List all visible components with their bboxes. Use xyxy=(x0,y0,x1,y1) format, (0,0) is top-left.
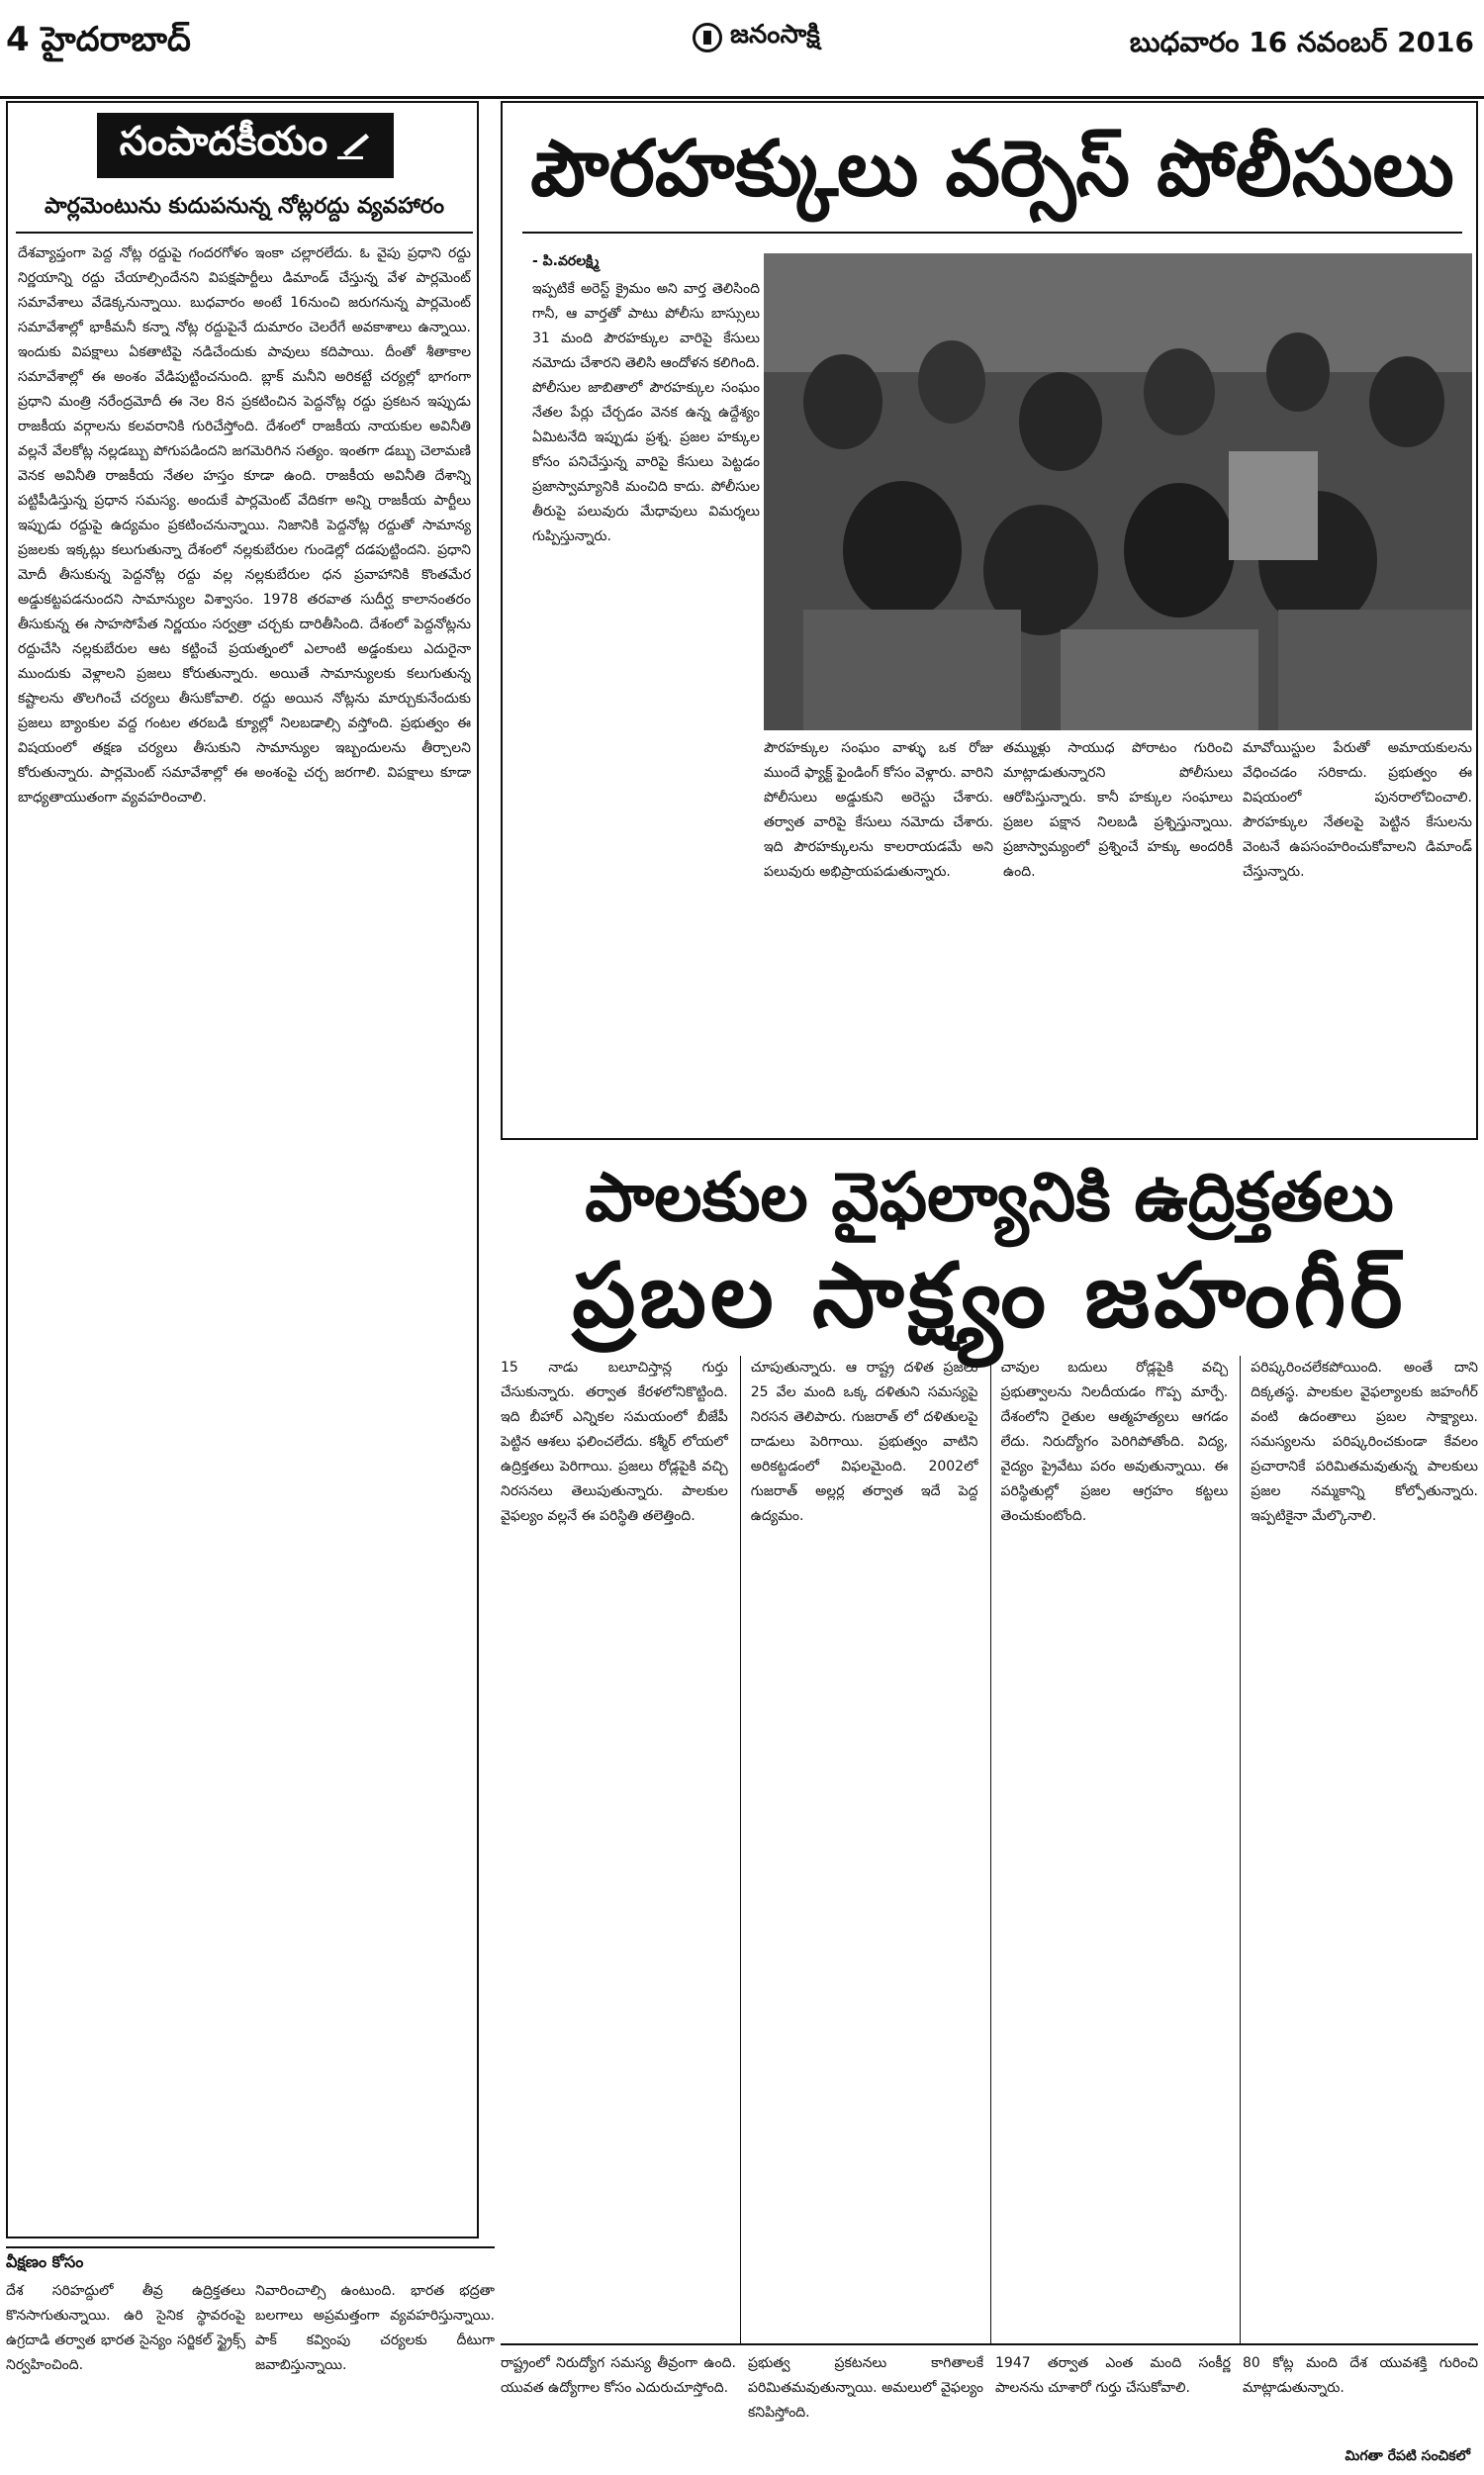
bottom-column-2: ప్రభుత్వ ప్రకటనలు కాగితాలకే పరిమితమవుతున్నాయి. అమలులో వైఫల్యం కనిపిస్తోంది. xyxy=(748,2355,983,2421)
headline-top: పాలకుల వైఫల్యానికి ఉద్రిక్తతలు xyxy=(585,1158,1394,1237)
story3-column-1: దేశ సరిహద్దులో తీవ్ర ఉద్రిక్తతలు కొనసాగుతున్నాయి. ఉరి సైనిక స్థావరంపై ఉగ్రదాడి తర్వాత భారత సైన్యం సర్జికల్‌ స్ట్రైక్స్‌ నిర్వహించింది. xyxy=(6,2283,245,2373)
story-text-left: ఇప్పటికే అరెస్ట్‌ క్రైమం అని వార్త తెలిసింది గానీ, ఆ వార్తతో పాటు పోలీసు బాస్సులు 31 మంది పౌరహక్కుల వారిపై కేసులు నమోదు చేశారని తెలిసి ఆందోళన కలిగింది. పోలీసుల జాబితాలో పౌరహక్కుల సంఘం నేతల పేర్లు చేర్చడం వెనక ఉన్న ఉద్దేశ్యం ఏమిటనేది ఇప్పుడు ప్రశ్న. ప్రజల హక్కుల కోసం పనిచేస్తున్న వారిపై కేసులు పెట్టడం ప్రజాస్వామ్యానికి మంచిది కాదు. పోలీసుల తీరుపై పలువురు మేధావులు విమర్శలు గుప్పిస్తున్నారు. xyxy=(532,281,760,544)
bottom-column-1: రాష్ట్రంలో నిరుద్యోగ సమస్య తీవ్రంగా ఉంది. యువత ఉద్యోగాల కోసం ఎదురుచూస్తోంది. xyxy=(501,2355,736,2396)
story-civil-rights xyxy=(501,101,1478,1140)
news-photo xyxy=(764,253,1472,730)
editorial-banner xyxy=(97,113,394,178)
story2-column-2: చూపుతున్నారు. ఆ రాష్ట్ర దళిత ప్రజలు 25 వేల మంది ఒక్క దళితుని సమస్యపై నిరసన తెలిపారు. గుజరాత్‌ లో దళితులపై దాడులు పెరిగాయి. ప్రభుత్వం వాటిని అరికట్టడంలో విఫలమైంది. 2002లో గుజరాత్‌ అల్లర్ల తర్వాత ఇదే పెద్ద ఉద్యమం. xyxy=(740,1356,978,2343)
story-rulers-failure-body xyxy=(501,1356,1478,2345)
bottom-columns xyxy=(501,2351,1478,2469)
story3-headline: వీక్షణం కోసం xyxy=(6,2246,495,2275)
headline-bottom: ప్రబల సాక్ష్యం జహంగీర్‌ xyxy=(572,1243,1407,1348)
editorial-body: దేశవ్యాప్తంగా పెద్ద నోట్ల రద్దుపై గందరగోళం ఇంకా చల్లారలేదు. ఓ వైపు ప్రధాని రద్దు నిర్ణయాన్ని రద్దు చేయాల్సిందేనని విపక్షపార్టీలు డిమాండ్‌ చేస్తున్న వేళ పార్లమెంట్‌ సమావేశాలు వేడెక్కనున్నాయి. బుధవారం అంటే 16నుంచి జరుగనున్న పార్లమెంట్‌ సమావేశాల్లో భాకీమనీ కన్నా నోట్ల రద్దుపైనే దుమారం చెలరేగే అవకాశాలు ఉన్నాయి. ఇందుకు విపక్షాలు ఏకతాటిపై నడిచేందుకు పావులు కదిపాయి. దీంతో శీతాకాల సమావేశాల్లో ఈ అంశం వేడిపుట్టించనుంది. బ్లాక్‌ మనీని అరికట్టే చర్యల్లో భాగంగా ప్రధాని మంత్రి నరేంద్రమోదీ ఈ నెల 8న ప్రకటించిన పెద్దనోట్ల రద్దు ప్రకటన ఇప్పుడు రాజకీయ వర్గాలను కలవరానికి గురిచేస్తోంది. దేశంలో రాజకీయ నాయకుల అవినీతి వల్లనే వేలకోట్ల నల్లడబ్బు పోగుపడిందని జగమెరిగిన సత్యం. ఇంతగా డబ్బు చెలామణి వెనక అవినీతి రాజకీయ నేతల హస్తం కూడా ఉంది. రాజకీయ అవినీతి దేశాన్ని పట్టిపీడిస్తున్న ప్రధాన సమస్య. అందుకే పార్లమెంట్‌ వేదికగా అన్ని రాజకీయ పార్టీలు ఇప్పుడు రద్దుపై ఉద్యమం ప్రకటించనున్నాయి. నిజానికి పెద్దనోట్ల రద్దుతో సామాన్య ప్రజలకు ఇక్కట్లు కలుగుతున్నా దేశంలో నల్లకుబేరుల గుండెల్లో దడపుట్టిందని. ప్రధాని మోదీ తీసుకున్న పెద్దనోట్ల రద్దు వల్ల నల్లకుబేరుల ధన ప్రవాహానికి కొంతమేర అడ్డుకట్టపడనుందని సామాన్యుల విశ్వాసం. 1978 తరవాత సుదీర్ఘ కాలానంతరం తీసుకున్న ఈ సాహసోపేత నిర్ణయం సర్వత్రా చర్చకు దారితీసింది. దేశంలో పెద్దనోట్లను రద్దుచేసి నల్లకుబేరుల ఆట కట్టించే ప్రయత్నంలో ఎలాంటి అడ్డంకులు ఎదురైనా ముందుకు వెళ్లాలని ప్రజలు కోరుతున్నారు. అయితే సామాన్యులకు కలుగుతున్న కష్టాలను తొలగించే చర్యలు తీసుకోవాలి. రద్దు అయిన నోట్లను మార్చుకునేందుకు ప్రజలు బ్యాంకుల వద్ద గంటల తరబడి క్యూల్లో నిలబడాల్సి వస్తోంది. ప్రభుత్వం ఈ విషయంలో తక్షణ చర్యలు తీసుకుని సామాన్యుల ఇబ్బందులను తీర్చాలని కోరుతున్నారు. పార్లమెంట్‌ సమావేశాల్లో ఈ అంశంపై చర్చ జరగాలి. విపక్షాలు కూడా బాధ్యతాయుతంగా వ్యవహరించాలి. xyxy=(18,245,471,806)
masthead-title: జనంసాక్షి xyxy=(730,20,820,49)
continued-note: మిగతా రేపటి సంచికలో xyxy=(1340,2448,1470,2467)
issue-date: బుధవారం 16 నవంబర్ 2016 xyxy=(1129,26,1474,58)
story2-column-1: 15 నాడు బలూచిస్తాన్ల గుర్తు చేసుకున్నారు. తర్వాత కేరళలోనికొట్టింది. ఇది బీహార్‌ ఎన్నికల సమయంలో బీజేపీ పెట్టిన ఆశలు ఫలించలేదు. కశ్మీర్‌ లోయలో ఉద్రిక్తతలు పెరిగాయి. ప్రజలు రోడ్లపైకి వచ్చి నిరసనలు తెలుపుతున్నారు. పాలకుల వైఫల్యం వల్లనే ఈ పరిస్థితి తలెత్తింది. xyxy=(501,1360,728,1524)
story3-column-2: నివారించాల్సి ఉంటుంది. భారత భద్రతా బలగాలు అప్రమత్తంగా వ్యవహరిస్తున్నాయి. పాక్‌ కవ్వింపు చర్యలకు దీటుగా జవాబిస్తున్నాయి. xyxy=(255,2283,495,2373)
page-number-label: 4 హైదరాబాద్ xyxy=(6,20,191,59)
story-column-1: పౌరహక్కుల సంఘం వాళ్ళు ఒక రోజు ముందే ఫ్యాక్ట్‌ ఫైండింగ్‌ కోసం వెళ్లారు. వారిని పోలీసులు అడ్డుకుని అరెస్టు చేశారు. తర్వాత వారిపై కేసులు నమోదు చేశారు. ఇది పౌరహక్కులను కాలరాయడమే అని పలువురు అభిప్రాయపడుతున్నారు. xyxy=(764,740,993,880)
crowd-photo-image xyxy=(764,253,1472,730)
story-viewing xyxy=(6,2246,495,2469)
bottom-column-4: 80 కోట్ల మంది దేశ యువశక్తి గురించి మాట్లాడుతున్నారు. xyxy=(1243,2355,1478,2396)
masthead-logo-icon xyxy=(693,23,722,52)
story3-columns xyxy=(6,2279,495,2467)
story-headline: పౌరహక్కులు వర్సెస్‌ పోలీసులు xyxy=(522,115,1462,234)
editorial-column xyxy=(6,101,479,2238)
story-byline: - పి.వరలక్ష్మి xyxy=(532,253,600,269)
bottom-column-3: 1947 తర్వాత ఎంత మంది సంకీర్ణ పాలనను చూశారో గుర్తు చేసుకోవాలి. xyxy=(995,2355,1231,2396)
page-header xyxy=(0,0,1484,99)
story-rulers-failure-headline xyxy=(501,1148,1478,1346)
editorial-banner-label: సంపాదకీయం xyxy=(119,117,328,164)
masthead xyxy=(693,20,820,55)
editorial-title: పార్లమెంటును కుదుపనున్న నోట్లరద్దు వ్యవహారం xyxy=(16,194,473,234)
story2-column-3: చావుల బదులు రోడ్లపైకి వచ్చి ప్రభుత్వాలను నిలదీయడం గొప్ప మార్పే. దేశంలోని రైతుల ఆత్మహత్యలు ఆగడం లేదు. నిరుద్యోగం పెరిగిపోతోంది. విద్య, వైద్యం ప్రైవేటు పరం అవుతున్నాయి. ఈ పరిస్థితుల్లో ప్రజల ఆగ్రహం కట్టలు తెంచుకుంటోంది. xyxy=(990,1356,1229,2343)
pen-icon xyxy=(337,129,371,162)
story-column-2: తమ్ముళ్లు సాయుధ పోరాటం గురించి మాట్లాడుతున్నారని పోలీసులు ఆరోపిస్తున్నారు. కానీ హక్కుల సంఘాలు ప్రజల పక్షాన నిలబడి ప్రశ్నిస్తున్నాయి. ప్రజాస్వామ్యంలో ప్రశ్నించే హక్కు అందరికీ ఉంది. xyxy=(1003,740,1233,880)
story2-column-4: పరిష్కరించలేకపోయింది. అంతే దాని దిక్కతస్థ. పాలకుల వైఫల్యాలకు జహంగీర్‌ వంటి ఉదంతాలు ప్రబల సాక్ష్యాలు. సమస్యలను పరిష్కరించకుండా కేవలం ప్రచారానికే పరిమితమవుతున్న పాలకులు ప్రజల నమ్మకాన్ని కోల్పోతున్నారు. ఇప్పటికైనా మేల్కొనాలి. xyxy=(1240,1356,1478,2343)
story-column-3: మావోయిస్టుల పేరుతో అమాయకులను వేధించడం సరికాదు. ప్రభుత్వం ఈ విషయంలో పునరాలోచించాలి. పౌరహక్కుల నేతలపై పెట్టిన కేసులను వెంటనే ఉపసంహరించుకోవాలని డిమాండ్‌ చేస్తున్నారు. xyxy=(1243,740,1472,880)
story-columns xyxy=(764,736,1472,1132)
